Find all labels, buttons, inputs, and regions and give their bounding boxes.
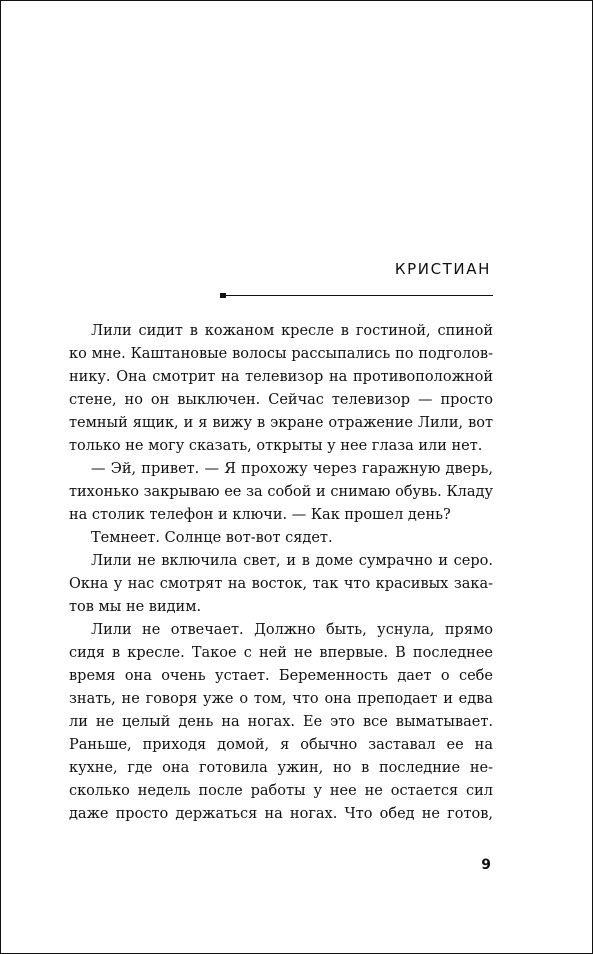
text-line: стене, но он выключен. Сейчас телевизор — просто	[69, 392, 493, 408]
paragraph	[69, 527, 493, 550]
text-line: — Эй, привет. — Я прохожу через гаражную дверь,	[91, 461, 493, 477]
text-line: темный ящик, и я вижу в экране отражение Лили, вот	[69, 415, 493, 431]
text-line: ли не целый день на ногах. Ее это все выматывает.	[69, 714, 493, 730]
divider-square-bullet	[220, 293, 226, 298]
text-line: сидя в кресле. Такое с ней не впервые. В последнее	[69, 645, 493, 661]
text-line: время она очень устает. Беременность дает о себе	[69, 668, 493, 684]
text-line: сколько недель после работы у нее не остается сил	[69, 783, 493, 799]
text-line: Окна у нас смотрят на восток, так что красивых зака-	[69, 576, 493, 592]
text-line: тов мы не видим.	[69, 599, 202, 615]
chapter-title: КРИСТИАН	[394, 260, 491, 278]
text-line: нику. Она смотрит на телевизор на противоположной	[69, 369, 493, 385]
paragraph	[69, 458, 493, 527]
page-number: 9	[481, 857, 491, 873]
text-line: только не могу сказать, открыты у нее глаза или нет.	[69, 438, 483, 454]
chapter-divider	[223, 295, 493, 296]
text-line: Лили не отвечает. Должно быть, уснула, прямо	[91, 622, 493, 638]
text-line: даже просто держаться на ногах. Что обед не готов,	[69, 806, 493, 822]
text-line: ко мне. Каштановые волосы рассыпались по подголов-	[69, 346, 493, 362]
paragraph	[69, 619, 493, 826]
text-line: Темнеет. Солнце вот-вот сядет.	[91, 530, 333, 546]
paragraph	[69, 550, 493, 619]
text-line: тихонько закрываю ее за собой и снимаю обувь. Кладу	[69, 484, 493, 500]
body-text	[69, 320, 493, 826]
text-line: Лили сидит в кожаном кресле в гостиной, спиной	[91, 323, 493, 339]
text-line: Лили не включила свет, и в доме сумрачно и серо.	[91, 553, 493, 569]
text-line: знать, не говоря уже о том, что она преподает и едва	[69, 691, 493, 707]
text-line: на столик телефон и ключи. — Как прошел день?	[69, 507, 451, 523]
paragraph	[69, 320, 493, 458]
text-line: Раньше, приходя домой, я обычно заставал ее на	[69, 737, 493, 753]
text-line: кухне, где она готовила ужин, но в последние не-	[69, 760, 493, 776]
